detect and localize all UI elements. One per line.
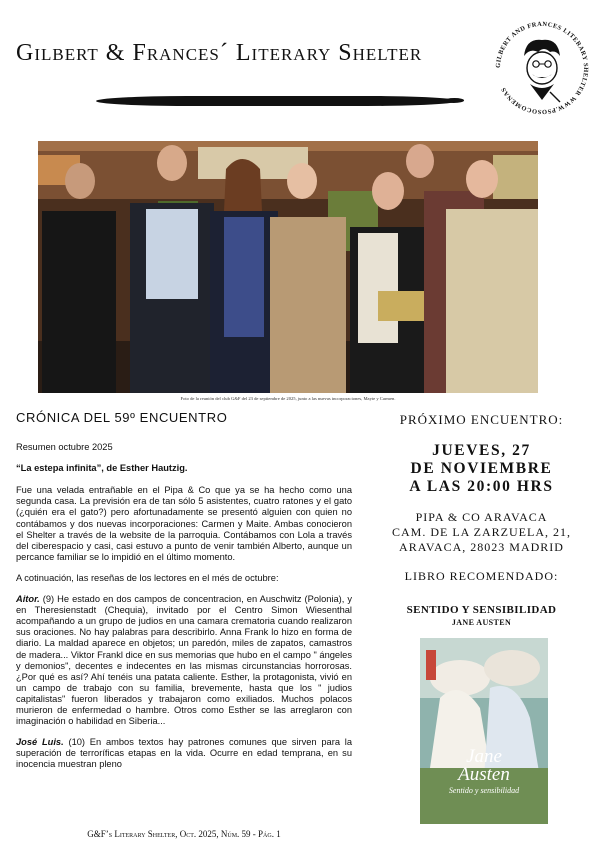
book-cover-art (420, 638, 548, 824)
masthead-title: Gilbert & Frances´ Literary Shelter (16, 40, 423, 66)
chronicle-intro: Fue una velada entrañable en el Pipa & Co que ya se ha hecho como una segunda casa. La previsión era de tan sólo 5 asistentes, cuatro ratones y el gato (¿quién era el gato?) pero afortunadamente se presentó alguien con quien no contábamos y dos nuevas incorporaciones: Carmen y Maite. Ambas conocieron el Shelter a través de la website de la parroquia. Contábamos con Lola a través del ciberespacio y casi, casi estuvo a punto de venir también Alberto, aunque un percance familiar se lo impidió en el último momento. (16, 485, 352, 562)
recommended-title: SENTIDO Y SENSIBILIDAD (406, 604, 557, 616)
chronicle-column (16, 412, 352, 780)
meeting-date-line: JUEVES, 27 (432, 442, 531, 459)
photo-caption: Foto de la reunión del club G&F del 23 de septiembre de 2025, junto a las nuevas incorporaciones, Mayte y Carmen. (180, 396, 396, 401)
meeting-date-line: DE NOVIEMBRE (410, 460, 553, 477)
reviews-intro: A cotinuación, las reseñas de los lectores en el més de octubre: (16, 572, 279, 583)
meeting-place-line: PIPA & CO ARAVACA (415, 510, 548, 524)
cover-title: Sentido y sensibilidad (448, 786, 520, 795)
page-footer: G&F’s Literary Shelter, Oct. 2025, Núm. 59 - Pág. 1 (87, 829, 281, 839)
cover-author (420, 748, 548, 784)
review-text: (9) He estado en dos campos de concentracion, en Auschwitz (Polonia), y en Theresienstadt (Chequia), invitado por el Centro Simon Wiesenthal acompañando a un grupo de judios en una camara crematoria cuando realizaron sus oraciones. No hay palabras para describirlo. Anna Frank lo hizo en forma de diario. La maldad aparece en objetos; un paredón, miles de zapatos, camastros de madera... Viktor Frankl dice en sus memorias que hubo en el campo " ángeles y demonios", decentes e indecentes en las mismas circunstancias horrorosas. ¿Por qué es así? Ahí tenéis una patata caliente. Esther, la protagonista, vivió en un campo de trabajo con su familia, brevemente, hasta que los " judios capitalistas" fueron liberados y trabajaron como exiliados. Muchos polacos murieron de enfermedad o hambre. Otros como Esther se las arreglaron con imaginación o habilidad en Siberia... (16, 594, 352, 727)
book-cover (420, 638, 548, 824)
cover-author-line: Austen (458, 764, 510, 785)
next-meeting-heading: PRÓXIMO ENCUENTRO: (399, 412, 564, 427)
next-meeting-column (368, 412, 595, 795)
brush-stroke-divider (95, 96, 458, 106)
cover-author-line: Jane (466, 746, 502, 767)
meeting-place (368, 510, 595, 555)
meeting-date (368, 442, 595, 496)
chronicle-subheading: Resumen octubre 2025 (16, 442, 113, 453)
meeting-date-line: A LAS 20:00 HRS (409, 478, 554, 495)
meeting-place-line: ARAVACA, 28023 MADRID (399, 540, 564, 554)
book-title: “La estepa infinita”, de Esther Hautzig. (16, 463, 188, 474)
chronicle-heading: CRÓNICA DEL 59º ENCUENTRO (16, 410, 228, 425)
reviewer-name: Aitor. (16, 594, 40, 605)
club-meeting-photo (38, 141, 538, 393)
review-paragraph (16, 594, 352, 727)
recommended-heading: LIBRO RECOMENDADO: (404, 569, 559, 583)
logo-ring-text: GILBERT AND FRANCES LITERARY SHELTER WWW.PSOSOCOMENAS (494, 20, 590, 116)
literary-shelter-logo-icon (490, 16, 594, 120)
review-text: (10) En ambos textos hay patrones comunes que sirven para la superación de terroríficas etapas en la vida. Ocurre en edad temprana, en su inocencia muestran pleno (16, 737, 353, 770)
meeting-place-line: CAM. DE LA ZARZUELA, 21, (392, 525, 571, 539)
review-paragraph (16, 737, 352, 770)
reviewer-name: José Luis. (16, 737, 64, 748)
recommended-author: JANE AUSTEN (451, 618, 512, 627)
